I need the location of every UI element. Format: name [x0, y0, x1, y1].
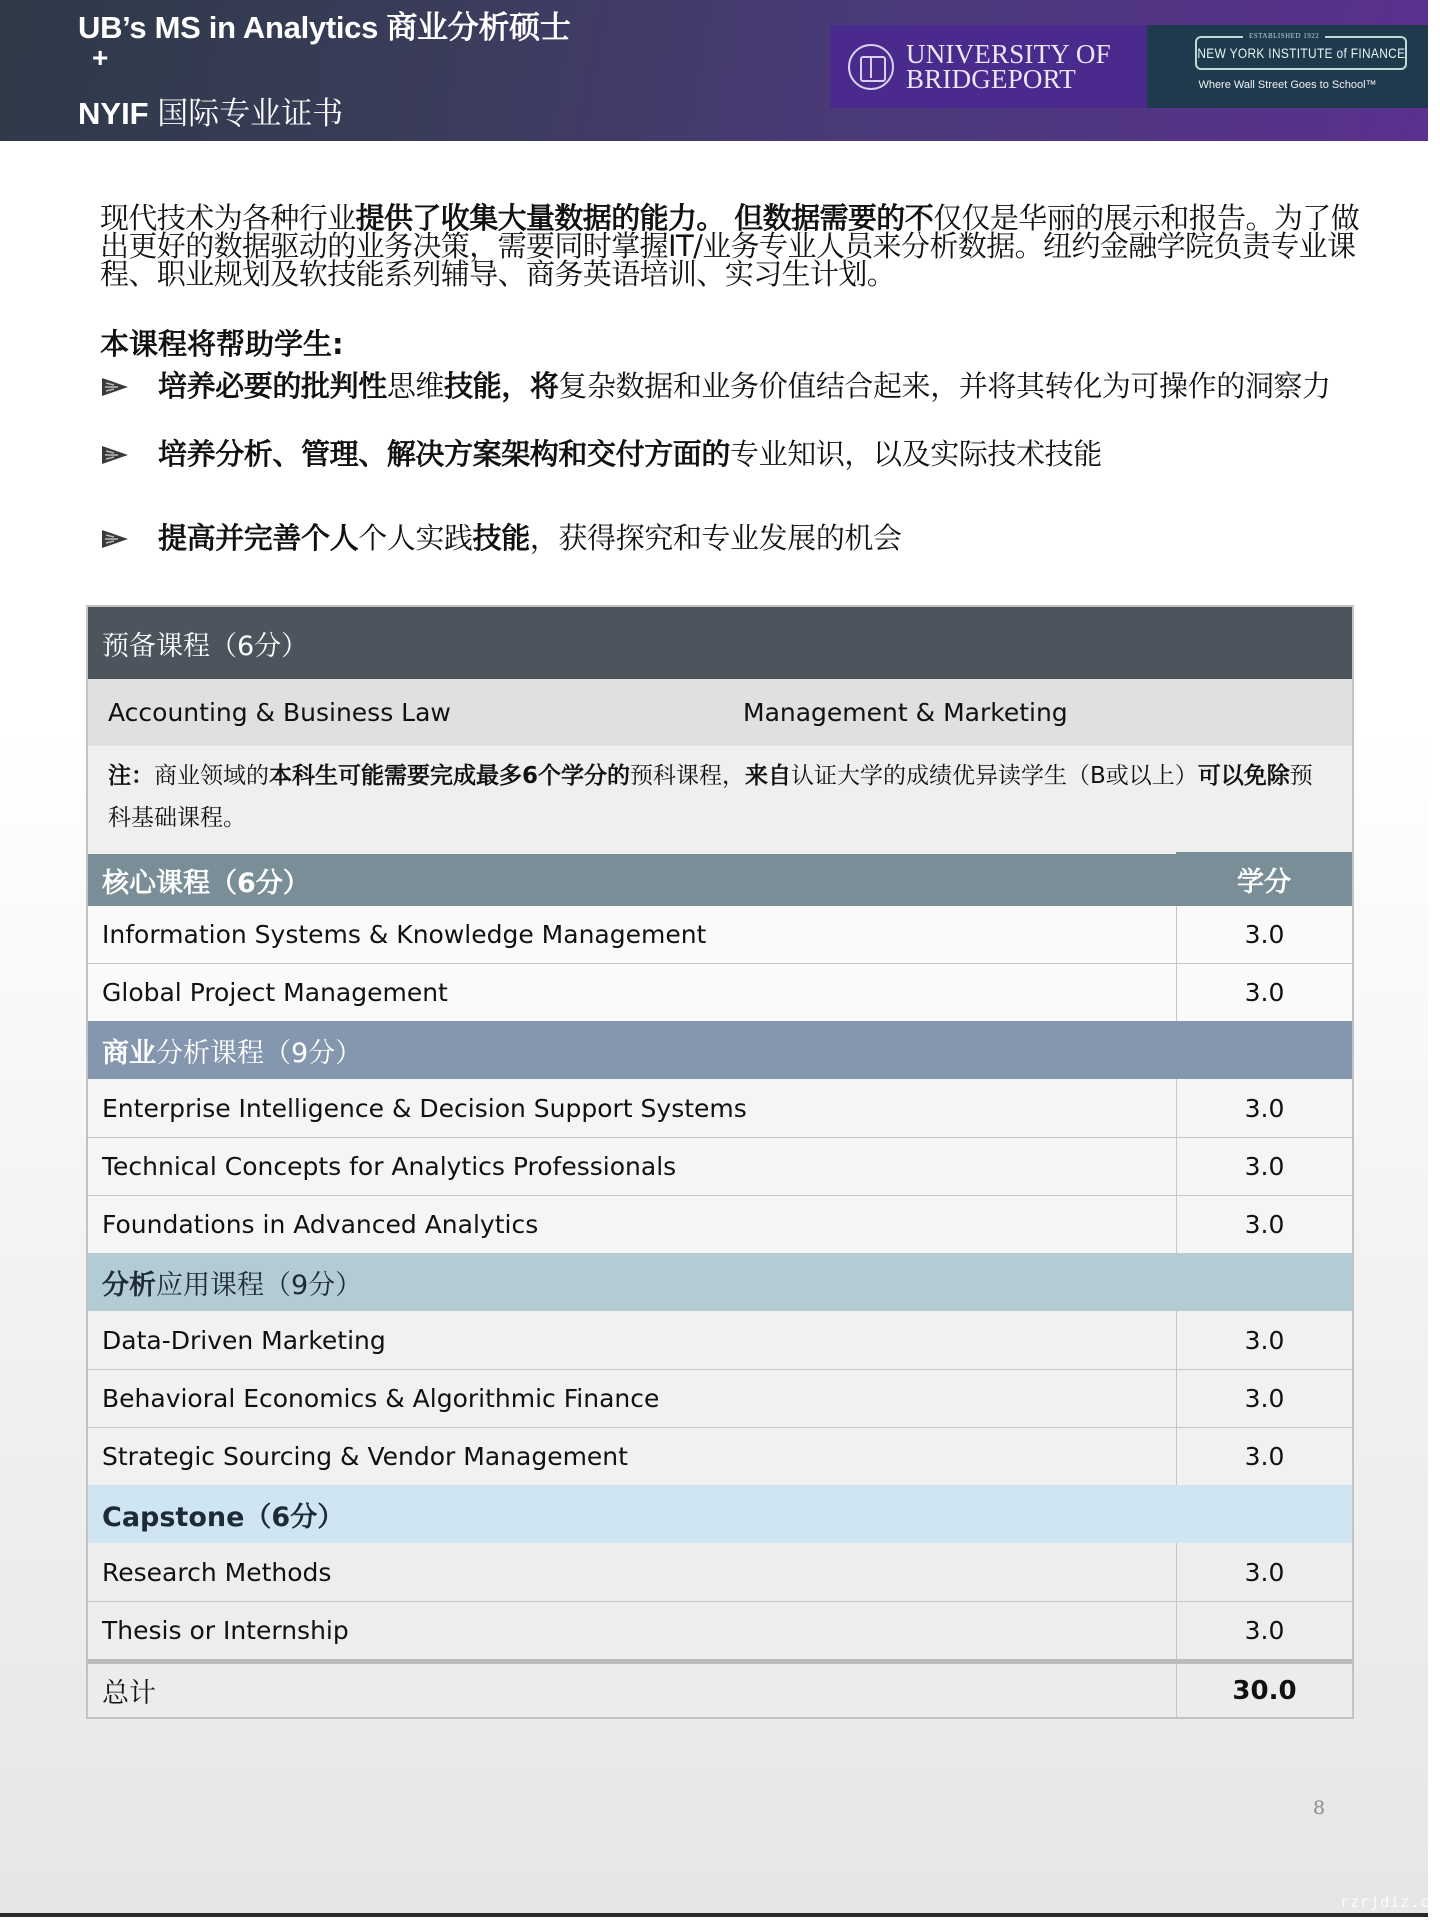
ub-seal-icon — [848, 44, 894, 90]
intro-text-bold: 提供了收集大量数据的能力。 但数据需要的不 — [355, 201, 934, 235]
table-row — [88, 1427, 1352, 1485]
note-label: 注： — [108, 763, 154, 789]
benefit-rest: ，获得探究和专业发展的机会 — [529, 521, 902, 555]
course-name: Foundations in Advanced Analytics — [102, 1210, 539, 1239]
benefit-bold: 提高并完善个人 — [158, 521, 359, 555]
table-row — [88, 1195, 1352, 1253]
capstone-courses — [88, 1543, 1352, 1659]
certificate-title-rest: 国际专业证书 — [148, 96, 344, 131]
prep-courses-row — [88, 679, 1352, 746]
table-row — [88, 1601, 1352, 1659]
prep-section-header — [88, 607, 1352, 679]
benefit-rest: 复杂数据和业务价值结合起来，并将其转化为可操作的洞察力 — [558, 369, 1331, 403]
benefit-mid: 思维 — [386, 369, 445, 403]
nyif-name: NEW YORK INSTITUTE of FINANCE — [1197, 45, 1406, 61]
benefit-item — [100, 437, 1350, 471]
note-part: 本科生可能需要完成最多6个学分的 — [269, 763, 631, 789]
table-row — [88, 963, 1352, 1021]
note-part: 认证大学的成绩优异读学生（B或以上） — [791, 763, 1198, 789]
benefit-bold2: 技能，将 — [444, 369, 559, 403]
benefit-text — [158, 521, 902, 555]
intro-text-2: 仅仅是华丽的展示和报告。为了做出更好的数据驱动的业务决策，需要同时掌握IT/业务专业人员来分析数据。纽约金融学院负责专业课程、职业规划及软技能系列辅导、商务英语培训、实习生计划。 — [100, 201, 1360, 291]
bottom-border — [0, 1913, 1428, 1917]
course-credit: 3.0 — [1176, 1543, 1352, 1601]
course-credit: 3.0 — [1176, 1428, 1352, 1485]
course-name: Data-Driven Marketing — [102, 1325, 386, 1355]
section-title-bold: 商业 — [102, 1037, 156, 1069]
table-row — [88, 906, 1352, 963]
section-title: 核心课程（6分） — [102, 867, 310, 899]
section-title-bold: 分析 — [102, 1269, 156, 1301]
prep-section-title: 预备课程（6分） — [102, 630, 309, 662]
watermark: rzrjdiz.co — [1340, 1893, 1440, 1911]
section-title: Capstone（6分） — [102, 1501, 345, 1533]
course-name: Research Methods — [102, 1557, 332, 1587]
course-name: Thesis or Internship — [102, 1616, 349, 1645]
course-credit: 3.0 — [1176, 1196, 1352, 1253]
intro-text-1: 现代技术为各种行业 — [100, 201, 356, 235]
arrow-bullet-icon — [100, 372, 158, 398]
note-part: 来自 — [745, 763, 792, 789]
benefit-rest: 专业知识，以及实际技术技能 — [730, 437, 1102, 471]
course-name: Global Project Management — [102, 978, 448, 1007]
title-plus: + — [92, 42, 109, 73]
note-part: 商业领域的 — [154, 763, 269, 789]
nyif-established: ESTABLISHED 1922 — [1243, 32, 1325, 40]
course-credit: 3.0 — [1176, 1602, 1352, 1659]
table-row — [88, 1369, 1352, 1427]
benefits-heading: 本课程将帮助学生: — [100, 327, 344, 361]
total-row — [88, 1659, 1352, 1717]
capstone-section-header — [88, 1485, 1352, 1543]
prep-note — [88, 746, 1352, 854]
arrow-bullet-icon — [100, 440, 158, 466]
benefit-bold: 培养必要的批判性 — [158, 369, 387, 403]
course-credit: 3.0 — [1176, 1311, 1352, 1369]
applied-section-header — [88, 1253, 1352, 1311]
curriculum-table — [86, 605, 1354, 1719]
course-credit: 3.0 — [1176, 1370, 1352, 1427]
prep-note-text — [108, 755, 1332, 839]
core-courses — [88, 906, 1352, 1021]
section-title-light: 分析课程（9分） — [156, 1037, 363, 1069]
prep-course: Management & Marketing — [743, 698, 1068, 727]
nyif-tagline: Where Wall Street Goes to School™ — [1198, 79, 1377, 91]
ba-courses — [88, 1079, 1352, 1253]
course-name: Enterprise Intelligence & Decision Support Systems — [102, 1093, 747, 1123]
section-title — [102, 1031, 362, 1070]
note-part: 预科基础课程。 — [108, 763, 1313, 831]
note-part: 预科课程， — [630, 763, 746, 789]
course-credit: 3.0 — [1176, 1079, 1352, 1137]
benefit-text — [158, 437, 1102, 471]
ba-section-header — [88, 1021, 1352, 1079]
table-row — [88, 1079, 1352, 1137]
benefit-bold2: 技能 — [472, 521, 530, 555]
ub-wordmark — [906, 38, 1111, 94]
total-credit: 30.0 — [1176, 1664, 1352, 1717]
table-row — [88, 1311, 1352, 1369]
table-row — [88, 1137, 1352, 1195]
section-title — [102, 1263, 362, 1302]
intro-paragraph — [100, 201, 1370, 291]
benefit-mid: 个人实践 — [358, 521, 473, 555]
course-name: Behavioral Economics & Algorithmic Finance — [102, 1384, 660, 1413]
header-banner — [0, 0, 1428, 141]
certificate-title-bold: NYIF — [78, 96, 149, 131]
benefit-text — [158, 369, 1331, 403]
credits-column-header: 学分 — [1176, 852, 1352, 906]
prep-course: Accounting & Business Law — [108, 698, 451, 727]
section-title-light: 应用课程（9分） — [156, 1269, 363, 1301]
course-name: Technical Concepts for Analytics Professionals — [102, 1152, 677, 1181]
course-name: Information Systems & Knowledge Management — [102, 920, 707, 949]
nyif-nameplate — [1195, 36, 1407, 70]
benefit-item — [100, 521, 1350, 555]
course-credit: 3.0 — [1176, 906, 1352, 963]
course-name: Strategic Sourcing & Vendor Management — [102, 1442, 628, 1471]
note-part: 可以免除 — [1197, 763, 1290, 789]
page-number: 8 — [1313, 1797, 1326, 1819]
ub-logo — [830, 25, 1147, 108]
course-credit: 3.0 — [1176, 1138, 1352, 1195]
program-title: UB’s MS in Analytics 商业分析硕士 — [78, 10, 571, 45]
ub-wordmark-line1: UNIVERSITY OF — [906, 38, 1111, 69]
core-section-header — [88, 854, 1352, 906]
benefit-bold: 培养分析、管理、解决方案架构和交付方面的 — [158, 437, 731, 471]
ub-wordmark-line2: BRIDGEPORT — [906, 63, 1076, 94]
applied-courses — [88, 1311, 1352, 1485]
benefit-item — [100, 369, 1350, 403]
table-row — [88, 1543, 1352, 1601]
arrow-bullet-icon — [100, 524, 158, 550]
total-label: 总计 — [102, 1678, 156, 1709]
nyif-logo — [1147, 25, 1428, 108]
course-credit: 3.0 — [1176, 964, 1352, 1021]
certificate-title — [78, 88, 343, 133]
